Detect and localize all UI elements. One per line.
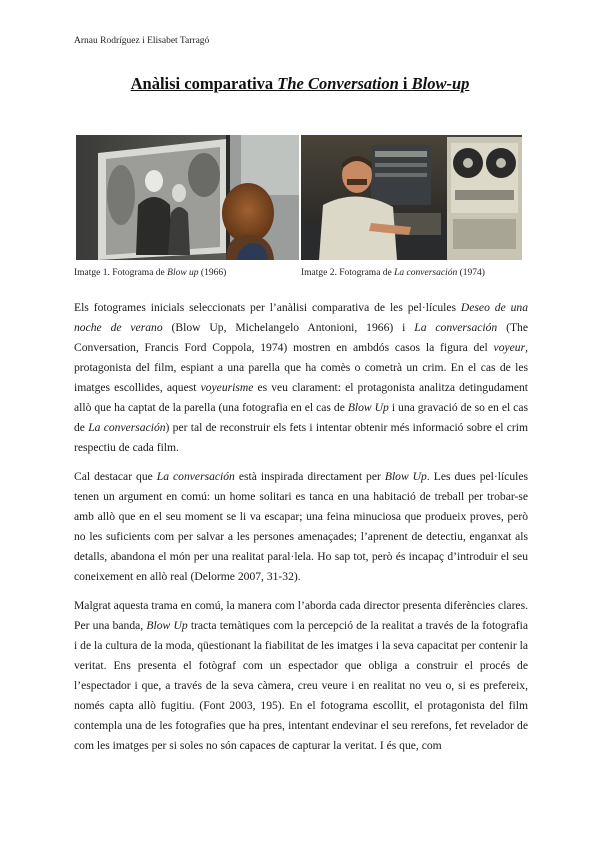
text-run: es veu clarament: el protagonista analitza detingudament allò que ha captat de la parella (una fotografia en el cas de [74, 381, 529, 414]
italic-title: Blow Up [384, 470, 427, 483]
title-connector: i [398, 74, 412, 93]
blow-up-still-illustration [76, 135, 299, 260]
body-paragraph [74, 298, 528, 458]
italic-title: La conversación [156, 470, 235, 483]
body-paragraph [74, 467, 528, 587]
caption-1-film: Blow up [167, 268, 199, 278]
body-paragraph [74, 596, 528, 756]
text-run: (Blow Up, Michelangelo Antonioni, 1966) i [162, 321, 415, 334]
italic-title: Blow Up [347, 401, 389, 414]
italic-title: Blow Up [146, 619, 188, 632]
text-run: tracta temàtiques com la percepció de la realitat a través de la fotografia i de la cultura de la moda, qüestionant la fiabilitat de les imatges i la seva capacitat per contenir la veritat. Ens presenta el fotògraf com un espectador que obliga a construir el procés de l’espectador i que, a través de la seva càmera, creu veure i en realitat no veu o, si es prefereix, només capta allò fugitiu. (Font 2003, 195). En el fotograma escollit, el protagonista del film contempla una de les fotografies que ha pres, intentant endevinar el seu rerefons, fet revelador de com les imatges per si soles no són capaces de capturar la veritat. I és que, com [74, 619, 528, 752]
italic-title: voyeurisme [200, 381, 254, 394]
text-run: Els fotogrames inicials seleccionats per l’anàlisi comparativa de les pel·lícules [74, 301, 461, 314]
caption-2-film: La conversación [394, 268, 458, 278]
running-header: Arnau Rodríguez i Elisabet Tarragó [74, 36, 210, 46]
figure-1-caption [74, 268, 226, 278]
text-run: està inspirada directament per [234, 470, 385, 483]
italic-title: Deseo de una noche de verano [74, 301, 528, 334]
italic-title: La conversación [414, 321, 498, 334]
page-title [0, 74, 600, 94]
text-run: ) per tal de reconstruir els fets i intentar obtenir més informació sobre el crim respectiu de cada film. [74, 421, 528, 454]
conversation-still-illustration [301, 135, 522, 260]
caption-1-suffix: (1966) [198, 268, 227, 278]
figure-1-blow-up-still [76, 135, 299, 260]
text-run: . Les dues pel·lícules tenen un argument en comú: un home solitari es tanca en una habitació de treball per trobar-se amb allò que en el seu moment se li va escapar; una feina minuciosa que produeix proves, però no les suficients com per salvar a les persones amenaçades; l’aprenent de detectiu, enganxat als detalls, abandona el món per una realitat paral·lela. Ho sap tot, però és incapaç d’introduir el seu coneixement en allò real (Delorme 2007, 31-32). [74, 470, 529, 583]
text-run: i una gravació de so en el cas de [74, 401, 528, 434]
caption-1-prefix: Imatge 1. Fotograma de [74, 268, 168, 278]
figure-2-conversation-still [301, 135, 522, 260]
body-text [74, 298, 528, 765]
figure-2-caption [301, 268, 485, 278]
caption-2-suffix: (1974) [457, 268, 485, 278]
text-run: Cal destacar que [74, 470, 157, 483]
italic-title: La conversación [88, 421, 166, 434]
text-run: Malgrat aquesta trama en comú, la manera com l’aborda cada director presenta diferències clares. Per una banda, [74, 599, 528, 632]
italic-title: voyeur [493, 341, 526, 354]
text-run: (The Conversation, Francis Ford Coppola, 1974) mostren en ambdós casos la figura del [74, 321, 528, 354]
caption-2-prefix: Imatge 2. Fotograma de [301, 268, 395, 278]
title-film-2: Blow-up [411, 74, 470, 93]
title-prefix: Anàlisi comparativa [130, 74, 278, 93]
title-film-1: The Conversation [277, 74, 399, 93]
text-run: , protagonista del film, espiant a una parella que ha comès o cometrà un crim. En el cas de les imatges escollides, aquest [74, 341, 528, 394]
